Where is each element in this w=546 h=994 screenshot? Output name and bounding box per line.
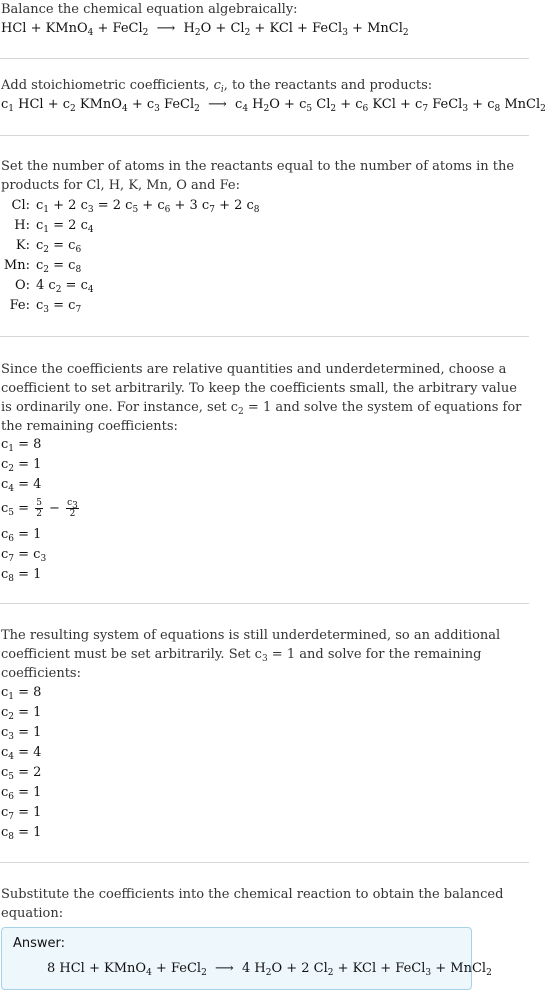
- step2-text: Set the number of atoms in the reactants equal to the number of atoms in the products for Cl, H, K, Mn, O and Fe:: [1, 159, 515, 193]
- coefficient-equation: $c_1$ HCl + $c_2$ KMnO$_4$ + $c_3$ FeCl$_2$ ⟶ $c_4$ $H_2O + c_5$ $Cl_2 + c_6$ KCl + $c_7$ FeCl$_3$ + $c_8$ MnCl$_2$: [1, 97, 546, 114]
- solution-c6: $c_6 = 1$: [1, 527, 42, 544]
- final-c3: $c_3 = 1$: [1, 725, 42, 742]
- step3-text: Since the coefficients are relative quantities and underdetermined, choose a coefficient to set arbitrarily. To keep the coefficients small, the arbitrary value is ordinarily one. For instance, set $c_2 = 1$ and solve the system of equations for the remaining coefficients:: [1, 362, 522, 434]
- solution-c5: $c_5$ = $\frac{5}{2}$ − $\frac{c_3}{2}$: [1, 498, 78, 519]
- solution-c7: $c_7 = c_3$: [1, 547, 47, 564]
- step1-text: Add stoichiometric coefficients, $c_i$, to the reactants and products:: [1, 78, 433, 95]
- answer-box: [1, 927, 492, 990]
- final-c4: $c_4 = 4$: [1, 745, 42, 762]
- unbalanced-equation: HCl + KMnO$_4$ + FeCl$_2$ ⟶ $H_2O + Cl_2$ + KCl + FeCl$_3$ + MnCl$_2$: [1, 21, 409, 38]
- intro-text: Balance the chemical equation algebraically:: [1, 2, 298, 17]
- final-c6: $c_6 = 1$: [1, 785, 42, 802]
- divider: [0, 135, 529, 136]
- solution-c4: $c_4 = 4$: [1, 477, 42, 494]
- final-c1: $c_1 = 8$: [1, 685, 42, 702]
- solution-c8: $c_8 = 1$: [1, 567, 42, 584]
- final-c7: $c_7 = 1$: [1, 805, 42, 822]
- step4-text: The resulting system of equations is still underdetermined, so an additional coefficient must be set arbitrarily. Set $c_3 = 1$ and solve for the remaining coefficients:: [1, 628, 501, 681]
- divider: [0, 58, 529, 59]
- divider: [0, 862, 529, 863]
- final-c5: $c_5 = 2$: [1, 765, 42, 782]
- answer-label: Answer:: [13, 936, 66, 951]
- solution-c2: $c_2 = 1$: [1, 457, 42, 474]
- divider: [0, 336, 529, 337]
- balanced-equation: 8 HCl + KMnO$_4$ + FeCl$_2$ ⟶ 4 $H_2O + 2$ $Cl_2$ + KCl + FeCl$_3$ + MnCl$_2$: [47, 961, 492, 978]
- step5-text: Substitute the coefficients into the chemical reaction to obtain the balanced equation:: [1, 887, 504, 921]
- final-c8: $c_8 = 1$: [1, 825, 42, 842]
- solution-c1: $c_1 = 8$: [1, 437, 42, 454]
- final-c2: $c_2 = 1$: [1, 705, 42, 722]
- divider: [0, 603, 529, 604]
